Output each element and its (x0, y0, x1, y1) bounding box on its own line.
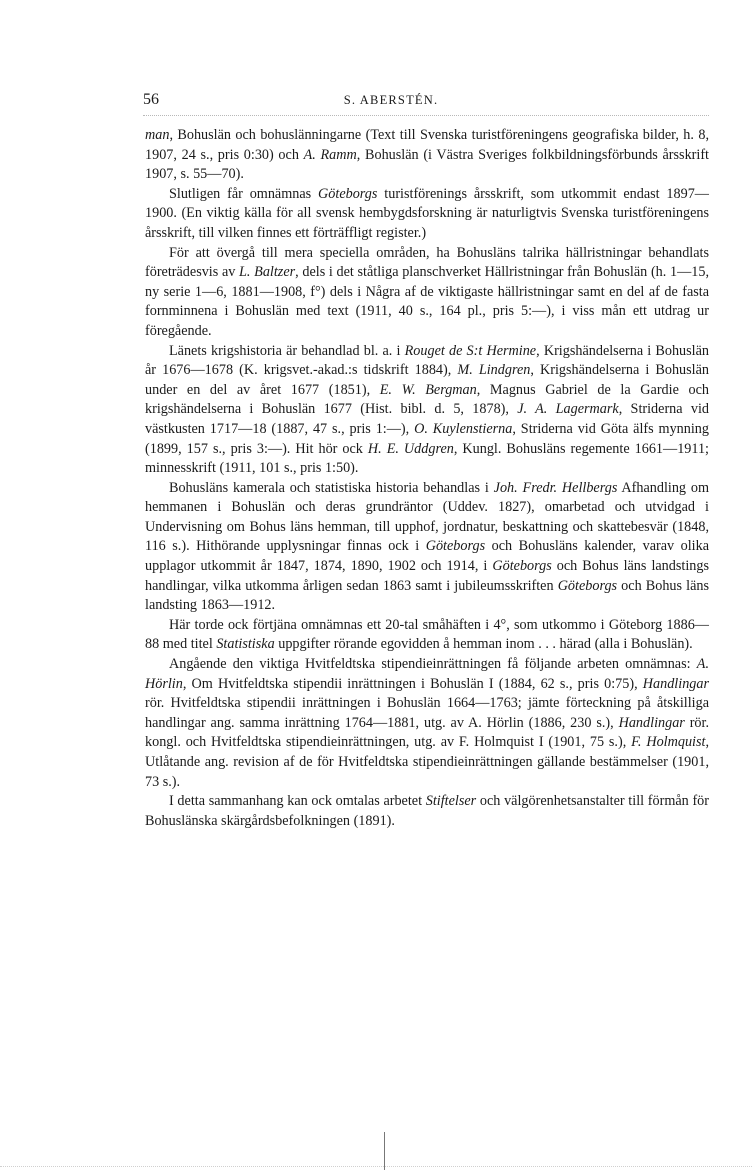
paragraph: man, Bohuslän och bohuslänningarne (Text till Svenska turistföreningens geografiska bilder, h. 8, 1907, 24 s., pris 0:30) och A. Ramm, Bohuslän (i Västra Sveriges folkbildningsförbunds årsskrift 1907, s. 55—70). (145, 127, 709, 183)
binding-mark (384, 1132, 385, 1170)
paragraph: Slutligen får omnämnas Göteborgs turistförenings årsskrift, som utkommit endast 1897—1900. (En viktig källa för all svensk hembygdsforskning är naturligtvis Svenska turistföreningens årsskrift, till vilken finnes ett förträffligt register.) (145, 185, 709, 241)
italic-citation: Joh. Fredr. Hellbergs (493, 479, 618, 496)
body-text (145, 126, 709, 831)
italic-citation: J. A. Lagermark (517, 401, 619, 418)
italic-citation: L. Baltzer (239, 264, 296, 281)
italic-citation: man (145, 127, 170, 143)
italic-citation: A. Ramm (303, 146, 357, 163)
italic-citation: Rouget de S:t Hermine (404, 342, 537, 359)
italic-citation: Stiftelser (425, 793, 477, 810)
italic-citation: H. E. Uddgren (367, 440, 454, 457)
italic-citation: Handlingar (618, 714, 685, 731)
paragraph: För att övergå till mera speciella områden, ha Bohusläns talrika hällristningar behandlats företrädesvis av L. Baltzer, dels i det ståtliga planschverket Hällristningar från Bohuslän (h. 1—15, ny serie 1—6, 1881—1908, f°) dels i Några af de viktigaste hällristningar samt en del af de fasta fornminnena i Bohuslän med text (1911, 40 s., 164 pl., pris 5:—), i viss mån ett utdrag ur föregående. (145, 244, 709, 339)
header-rule (143, 115, 709, 116)
paragraph: Angående den viktiga Hvitfeldtska stipendieinrättningen få följande arbeten omnämnas: A. Hörlin, Om Hvitfeldtska stipendii inrättningen i Bohuslän I (1884, 62 s., pris 0:75), Handlingar rör. Hvitfeldtska stipendii inrättningen i Bohuslän 1664—1763; jämte förteckning på åtskilliga handlingar ang. samma inrättning 1764—1881, utg. av A. Hörlin (1886, 230 s.), Handlingar rör. kongl. och Hvitfeldtska stipendieinrättningen, utg. av F. Holmquist I (1901, 75 s.), F. Holmquist, Utlåtande ang. revision af de för Hvitfeldtska stipendieinrättningen gällande bestämmelser (1901, 73 s.). (145, 656, 710, 790)
paragraph: Länets krigshistoria är behandlad bl. a. i Rouget de S:t Hermine, Krigshändelserna i Bohuslän år 1676—1678 (K. krigsvet.-akad.:s tidskrift 1884), M. Lindgren, Krigshändelserna i Bohuslän under en del av året 1677 (1851), E. W. Bergman, Magnus Gabriel de la Gardie och krigshändelserna i Bohuslän 1677 (Hist. bibl. d. 5, 1878), J. A. Lagermark, Striderna vid västkusten 1717—18 (1887, 47 s., pris 1:—), O. Kuylenstierna, Striderna vid Göta älfs mynning (1899, 157 s., pris 3:—). Hit hör ock H. E. Uddgren, Kungl. Bohusläns regemente 1661—1911; minnesskrift (1911, 101 s., pris 1:50). (145, 342, 709, 477)
italic-citation: E. W. Bergman (379, 381, 477, 398)
running-head: S. ABERSTÉN. (343, 93, 439, 107)
paragraph: I detta sammanhang kan ock omtalas arbetet Stiftelser och välgörenhetsanstalter till förmån för Bohuslänska skärgårdsbefolkningen (1891). (145, 793, 709, 829)
italic-citation: Göteborgs (425, 538, 486, 555)
italic-citation: Göteborgs (557, 577, 618, 594)
page-number: 56 (143, 91, 159, 108)
italic-citation: Göteborgs (318, 185, 378, 202)
italic-citation: A. Hörlin (145, 656, 709, 692)
paragraph: Bohusläns kamerala och statistiska historia behandlas i Joh. Fredr. Hellbergs Afhandling om hemmanen i Bohuslän och deras grundräntor (Uddev. 1827), omarbetad och utvidgad i Undervisning om Bohus läns hemman, till upphof, jordnatur, beskattning och skattebesvär (1848, 116 s.). Hithörande upplysningar finnas ock i Göteborgs och Bohusläns kalender, varav olika upplagor utkommit år 1847, 1874, 1890, 1902 och 1914, i Göteborgs och Bohus läns landstings handlingar, vilka utkomma årligen sedan 1863 samt i jubileumsskriften Göteborgs och Bohus läns landsting 1863—1912. (145, 479, 710, 614)
italic-citation: Statistiska (216, 636, 275, 653)
italic-citation: F. Holmquist (631, 734, 706, 751)
page-edge (0, 1166, 752, 1167)
italic-citation: Göteborgs (492, 558, 552, 575)
paragraph: Här torde ock förtjäna omnämnas ett 20-tal småhäften i 4°, som utkommo i Göteborg 1886—88 med titel Statistiska uppgifter rörande egovidden å hemman inom . . . härad (alla i Bohuslän). (145, 616, 709, 653)
italic-citation: M. Lindgren (457, 362, 531, 379)
italic-citation: O. Kuylenstierna (414, 420, 513, 437)
italic-citation: Handlingar (642, 675, 709, 692)
